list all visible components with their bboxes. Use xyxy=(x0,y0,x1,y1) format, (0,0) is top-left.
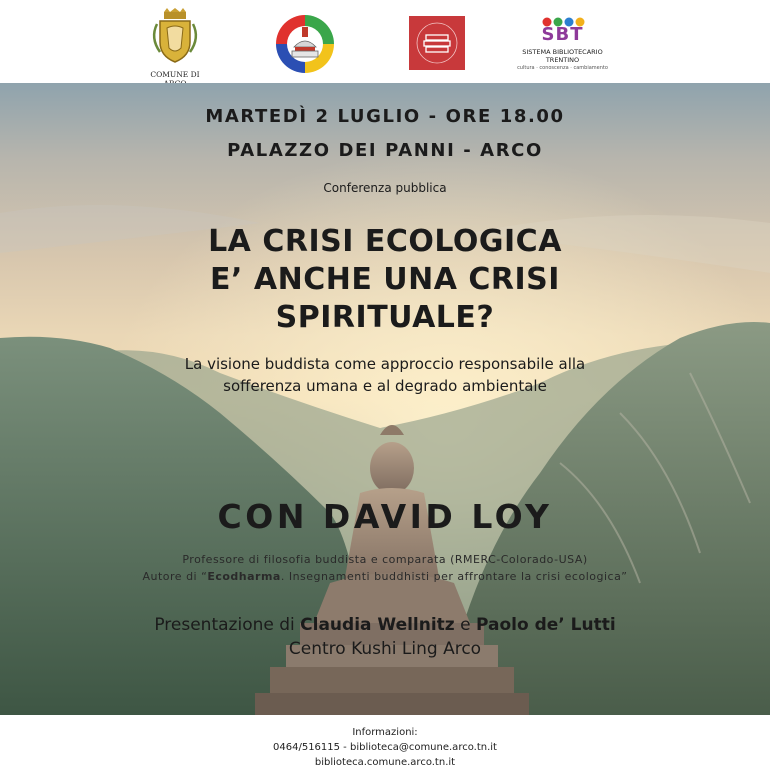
book-title: Ecodharma xyxy=(207,570,281,583)
bio-line: Professore di filosofia buddista e comparata (RMERC-Colorado-USA) xyxy=(182,553,588,566)
stupa-icon xyxy=(274,13,336,75)
event-date: MARTEDÌ 2 LUGLIO - ORE 18.00 xyxy=(205,106,565,127)
biblioteca-civica-logo xyxy=(409,16,465,70)
presenters xyxy=(0,613,770,661)
title-line: E’ ANCHE UNA CRISI xyxy=(210,262,560,297)
website-link[interactable]: biblioteca.comune.arco.tn.it xyxy=(314,757,456,768)
coat-of-arms-icon xyxy=(140,8,210,64)
buddhist-center-logo xyxy=(274,13,336,75)
books-icon xyxy=(409,16,465,70)
organizer: Centro Kushi Ling Arco xyxy=(288,639,482,659)
sbt-logo xyxy=(505,16,620,72)
info-label: Informazioni: xyxy=(352,727,418,738)
speaker-name: CON DAVID LOY xyxy=(217,497,553,536)
subtitle-line: sofferenza umana e al degrado ambientale xyxy=(223,377,547,395)
title-line: SPIRITUALE? xyxy=(275,300,495,335)
event-type: Conferenza pubblica xyxy=(323,181,447,195)
sbt-tagline: cultura · conoscenza · cambiamento xyxy=(517,65,608,71)
presenter-name: Paolo de’ Lutti xyxy=(475,615,616,635)
bio-line xyxy=(0,568,770,585)
subtitle-line: La visione buddista come approccio responsabile alla xyxy=(184,355,586,373)
event-venue: PALAZZO DEI PANNI - ARCO xyxy=(227,140,543,161)
event-poster xyxy=(0,83,770,715)
bio-prefix: Autore di “ xyxy=(142,570,208,583)
comune-di-arco-logo xyxy=(140,8,210,78)
title-line: LA CRISI ECOLOGICA xyxy=(208,224,562,259)
presenters-line xyxy=(0,613,770,637)
speaker-bio xyxy=(0,551,770,585)
sbt-mark xyxy=(505,16,620,46)
contact-line[interactable]: 0464/516115 - biblioteca@comune.arco.tn.it xyxy=(273,742,497,753)
info-footer xyxy=(0,715,770,770)
comune-caption: COMUNE DI xyxy=(150,70,200,79)
event-title xyxy=(0,223,770,337)
presenters-prefix: Presentazione di xyxy=(154,615,301,635)
sbt-letters: SBT xyxy=(541,24,584,45)
presenters-and: e xyxy=(454,615,476,635)
presenter-name: Claudia Wellnitz xyxy=(300,615,455,635)
logo-bar xyxy=(0,0,770,83)
sbt-name: SISTEMA BIBLIOTECARIO TRENTINO xyxy=(522,48,603,64)
event-subtitle xyxy=(0,353,770,397)
bio-suffix: . Insegnamenti buddhisti per affrontare la crisi ecologica” xyxy=(280,570,628,583)
